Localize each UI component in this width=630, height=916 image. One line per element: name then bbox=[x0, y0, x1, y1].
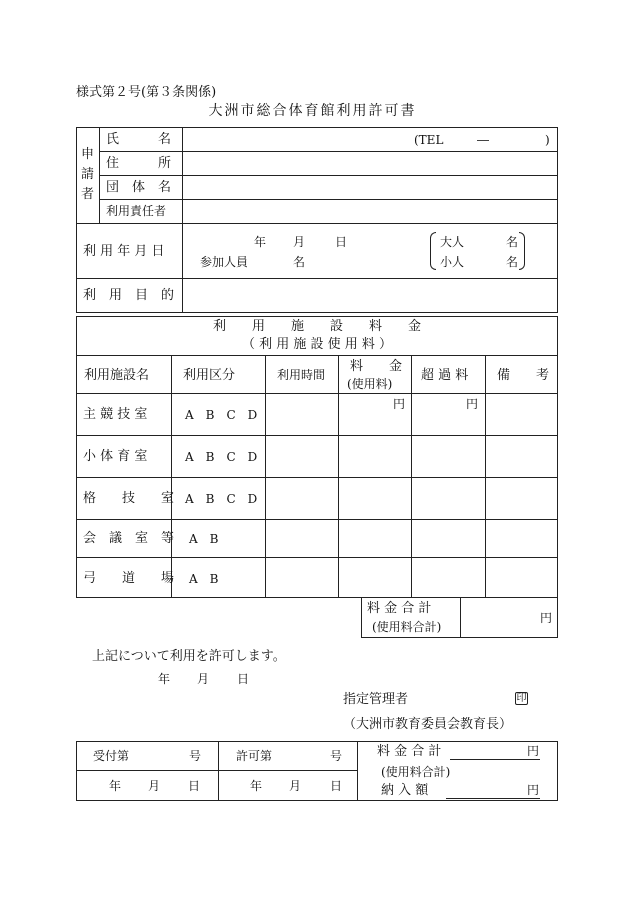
permit-month: 月 bbox=[289, 779, 302, 793]
receipt-total-yen: 円 bbox=[527, 744, 540, 758]
board-label: （大洲市教育委員会教育長） bbox=[343, 717, 513, 732]
permit-year: 年 bbox=[250, 779, 263, 793]
applicant-label-3: 者 bbox=[81, 187, 95, 202]
col-time: 利用時間 bbox=[277, 368, 326, 382]
approval-month: 月 bbox=[197, 672, 210, 686]
responsible-label: 利用責任者 bbox=[106, 204, 167, 218]
receipt-year: 年 bbox=[109, 779, 122, 793]
form-number: 様式第２号(第３条関係) bbox=[76, 85, 217, 100]
usage-date-label: 利 用 年 月 日 bbox=[83, 244, 165, 259]
fee-total-label-top: 料 金 合 計 bbox=[367, 601, 432, 616]
fee-total-unit: 円 bbox=[540, 611, 553, 625]
page-title: 大洲市総合体育館利用許可書 bbox=[208, 103, 417, 119]
receipt-no-unit: 号 bbox=[189, 749, 202, 763]
receipt-total-bottom: (使用料合計) bbox=[381, 765, 451, 779]
participants-label: 参加人員 bbox=[200, 255, 249, 269]
row-category-1: A B C D bbox=[185, 408, 258, 422]
tel-close: ) bbox=[545, 133, 550, 147]
col-fee-top: 料 金 bbox=[350, 359, 403, 374]
applicant-label-1: 申 bbox=[81, 147, 95, 162]
participants-unit: 名 bbox=[293, 255, 306, 269]
row-facility-1: 主 競 技 室 bbox=[83, 407, 148, 422]
bracket-left bbox=[430, 232, 436, 270]
address-label: 住 所 bbox=[106, 156, 172, 171]
applicant-table bbox=[76, 127, 558, 313]
fee-subheading: （ 利 用 施 設 使 用 料 ） bbox=[241, 337, 393, 352]
receipt-total-top: 料 金 合 計 bbox=[377, 744, 442, 759]
approval-year: 年 bbox=[158, 672, 171, 686]
row-excess-yen-1: 円 bbox=[466, 397, 479, 411]
purpose-label: 利 用 目 的 bbox=[83, 288, 175, 303]
adult-label: 大人 bbox=[440, 235, 465, 249]
row-facility-2: 小 体 育 室 bbox=[83, 449, 148, 464]
permit-day: 日 bbox=[330, 779, 343, 793]
permit-no-label: 許可第 bbox=[236, 749, 273, 763]
approval-day: 日 bbox=[237, 672, 250, 686]
name-label: 氏 名 bbox=[106, 132, 172, 147]
child-unit: 名 bbox=[506, 255, 519, 269]
manager-label: 指定管理者 bbox=[343, 692, 409, 707]
receipt-day: 日 bbox=[188, 779, 201, 793]
col-excess: 超 過 料 bbox=[421, 368, 469, 383]
fee-heading: 利 用 施 設 料 金 bbox=[212, 319, 421, 334]
receipt-total-underline bbox=[450, 759, 540, 760]
org-label: 団 体 名 bbox=[106, 180, 172, 195]
usage-month: 月 bbox=[293, 235, 306, 249]
approval-statement: 上記について利用を許可します。 bbox=[92, 649, 286, 664]
paid-yen: 円 bbox=[527, 783, 540, 797]
paid-underline bbox=[446, 798, 540, 799]
col-remarks: 備 考 bbox=[497, 368, 550, 383]
bracket-right bbox=[519, 232, 525, 270]
usage-year: 年 bbox=[254, 235, 267, 249]
row-facility-5: 弓 道 場 bbox=[83, 571, 175, 586]
permit-no-unit: 号 bbox=[330, 749, 343, 763]
tel-label: (TEL bbox=[414, 133, 444, 147]
fee-total-label-bottom: (使用料合計) bbox=[372, 620, 442, 634]
paid-label: 納 入 額 bbox=[381, 783, 429, 798]
tel-dash: ― bbox=[477, 133, 489, 147]
receipt-month: 月 bbox=[148, 779, 161, 793]
row-facility-3: 格 技 室 bbox=[83, 491, 175, 506]
row-facility-4: 会 議 室 等 bbox=[83, 531, 175, 546]
row-category-5: A B bbox=[189, 572, 219, 586]
applicant-label-2: 請 bbox=[81, 167, 95, 182]
col-facility: 利用施設名 bbox=[84, 368, 150, 383]
usage-day: 日 bbox=[335, 235, 348, 249]
receipt-no-label: 受付第 bbox=[93, 749, 130, 763]
seal-mark: 印 bbox=[516, 693, 527, 704]
adult-unit: 名 bbox=[506, 235, 519, 249]
row-category-2: A B C D bbox=[185, 450, 258, 464]
col-fee-bottom: (使用料) bbox=[347, 377, 393, 391]
row-category-3: A B C D bbox=[185, 492, 258, 506]
row-fee-yen-1: 円 bbox=[393, 397, 406, 411]
child-label: 小人 bbox=[440, 255, 465, 269]
col-category: 利用区分 bbox=[183, 368, 236, 383]
row-category-4: A B bbox=[189, 532, 219, 546]
